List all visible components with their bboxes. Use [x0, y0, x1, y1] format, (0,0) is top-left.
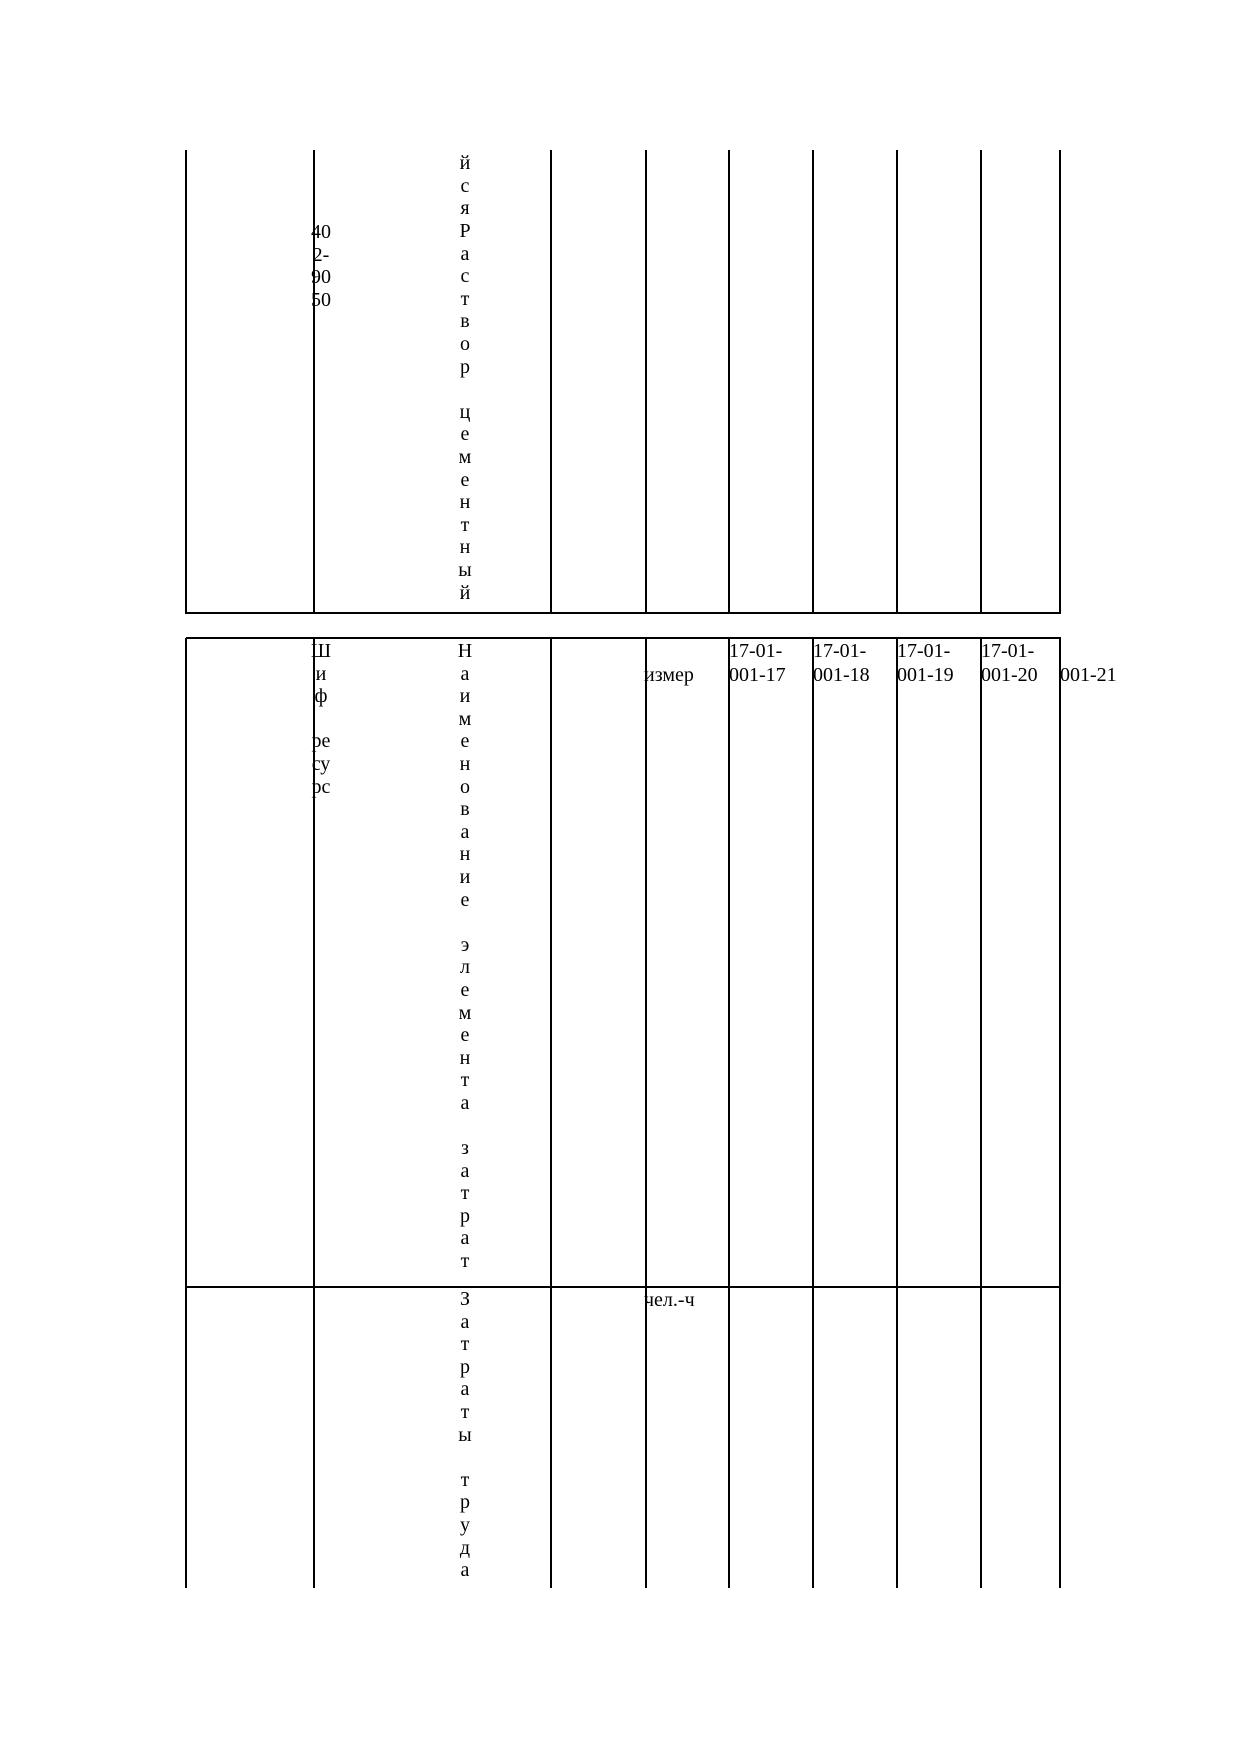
table1-lines — [186, 150, 1061, 614]
table2-header-code-18: 17-01- 001-18 — [813, 640, 870, 686]
table2-header-element-name: Н а и м е н о в а н и е э л е м е н т а з а т р а т — [457, 640, 473, 1273]
table2-header-code-20: 17-01- 001-20 — [981, 640, 1038, 686]
table2-row-unit: чел.-ч — [644, 1289, 695, 1311]
table2-header-code-21: 001-21 — [1060, 664, 1117, 686]
table2-header-resource-code: Ш и ф ре су рс — [310, 640, 332, 798]
table2-header-code-17: 17-01- 001-17 — [729, 640, 786, 686]
table2-row-name: З а т р а т ы т р у д а — [458, 1288, 472, 1582]
table1-resource-code: 40 2- 90 50 — [311, 221, 331, 311]
table1-name-continuation: й с я — [459, 152, 471, 220]
table1-resource-name: Р а с т в о р ц е м е н т н ы й — [458, 220, 472, 604]
table2-header-unit: измер — [644, 664, 694, 686]
table2-header-code-19: 17-01- 001-19 — [897, 640, 954, 686]
